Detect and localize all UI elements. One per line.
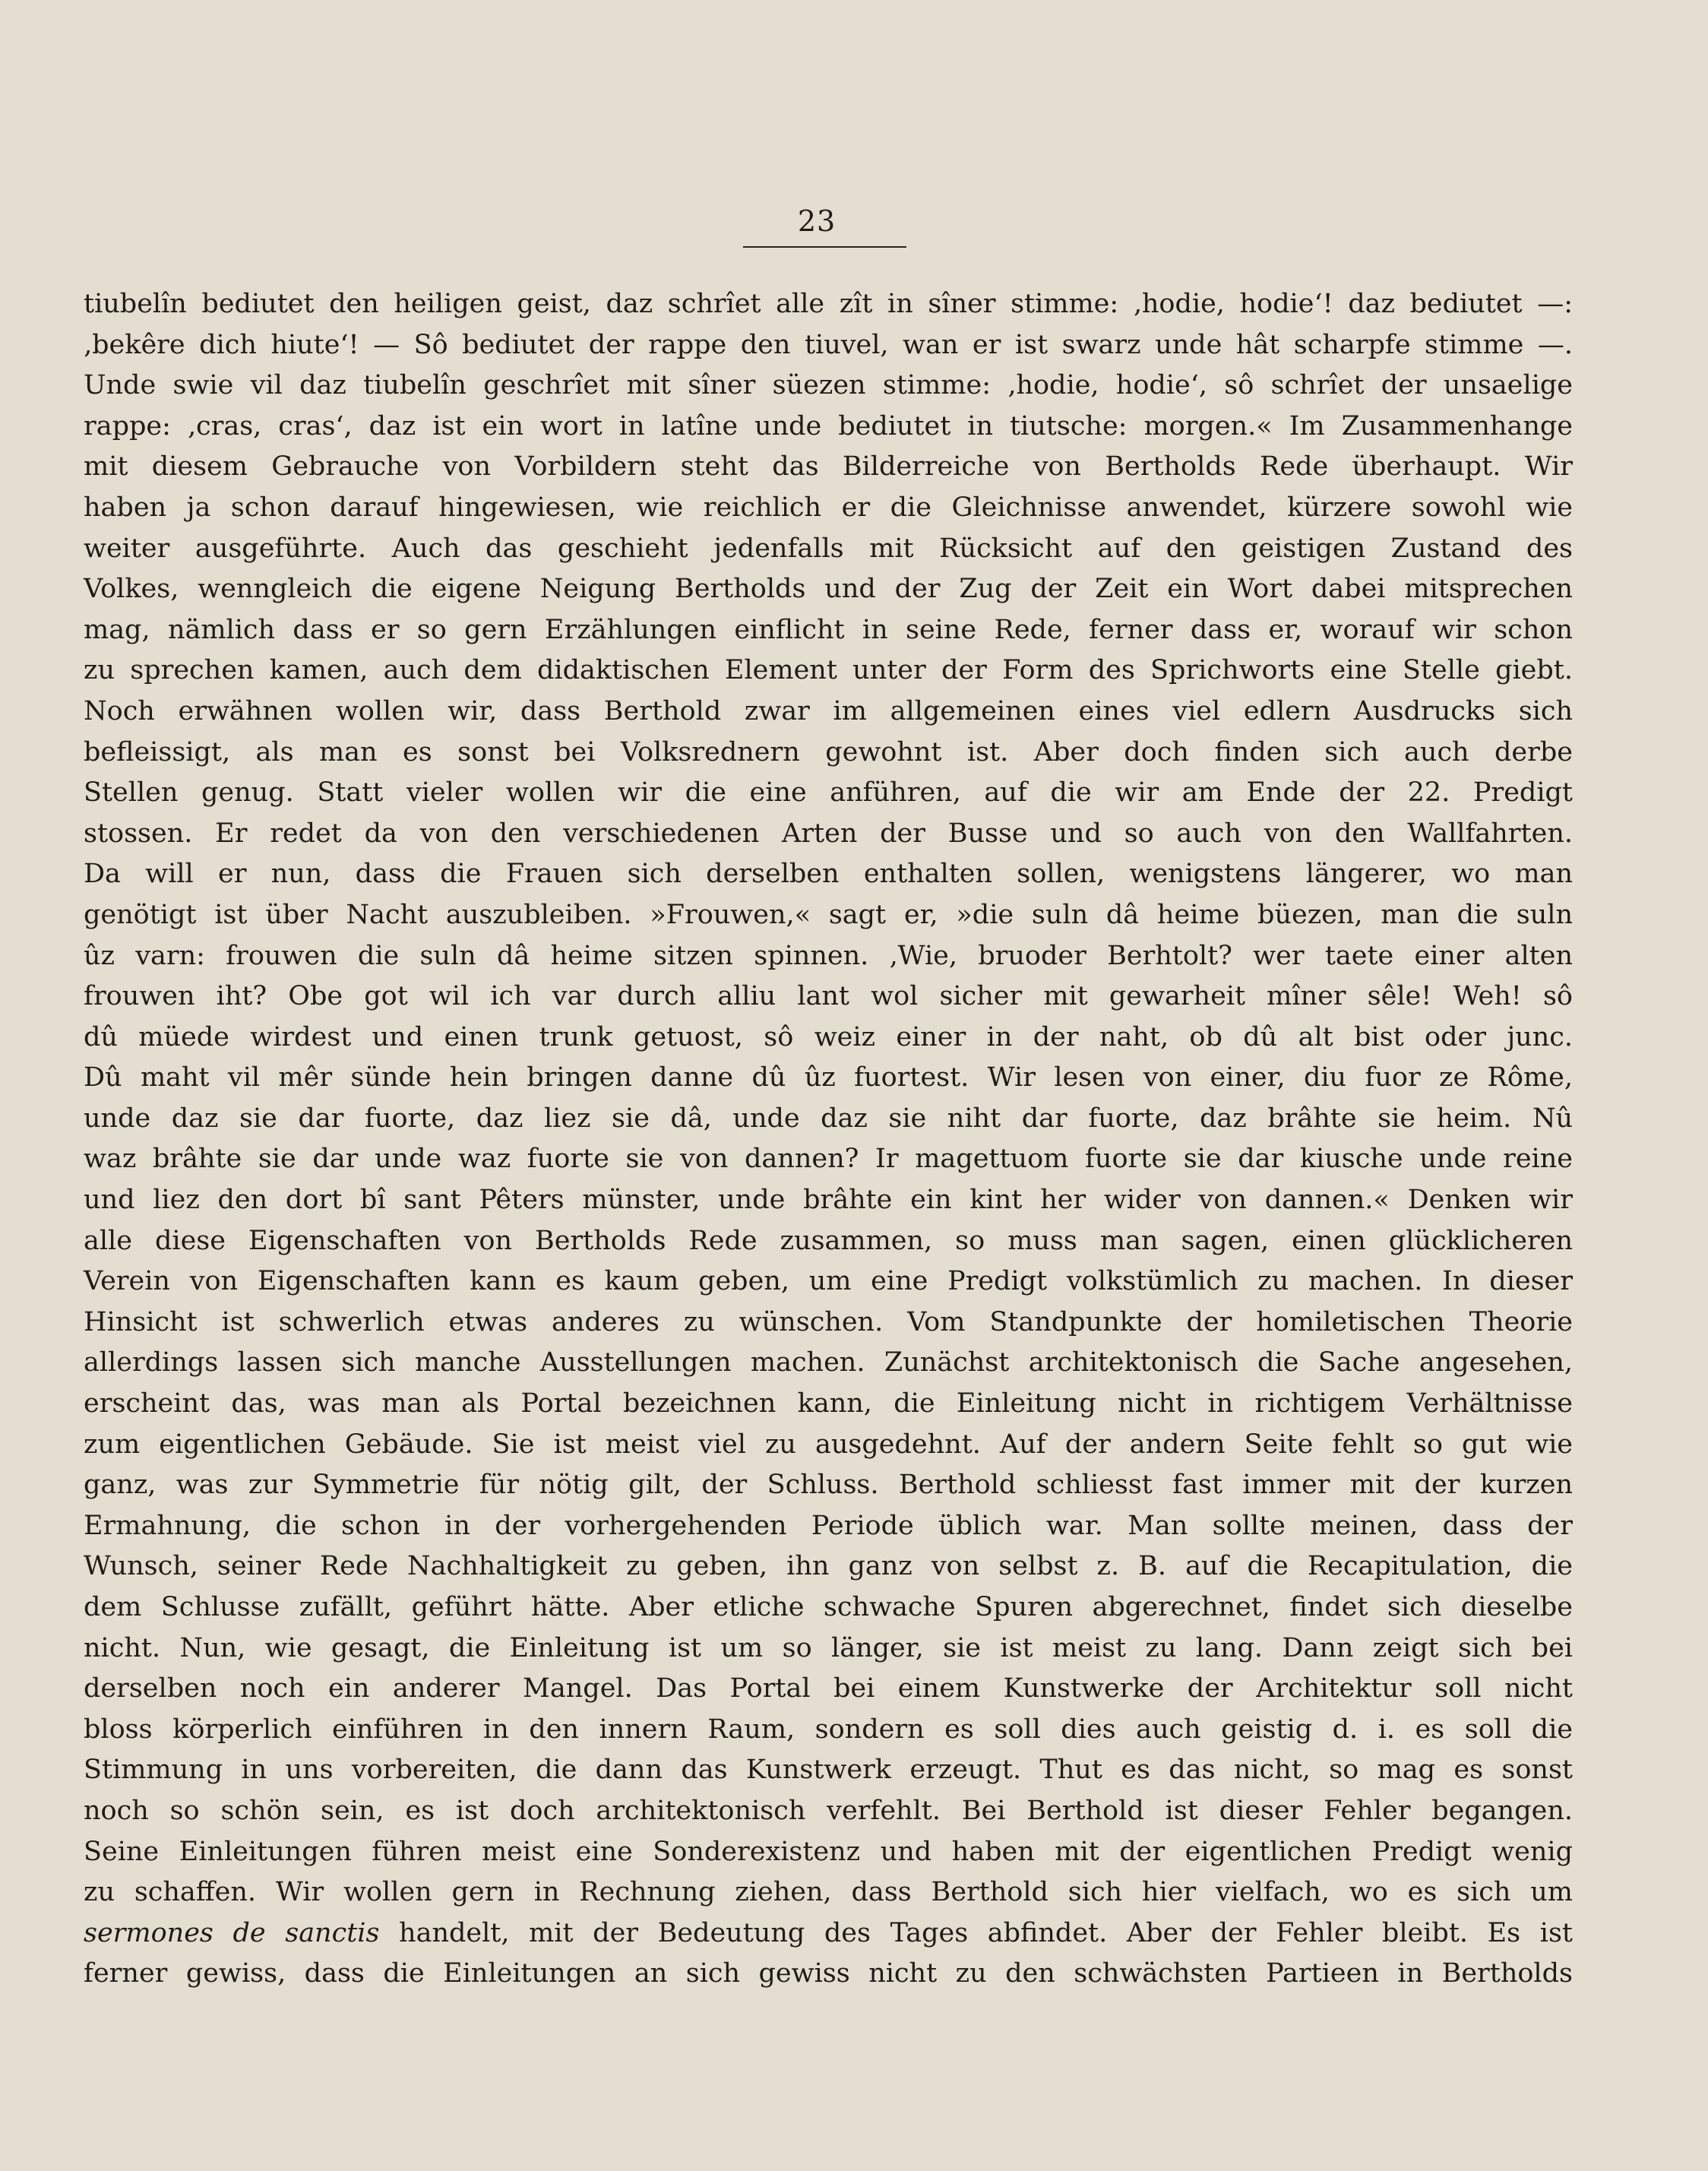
text-line: erscheint das, was man als Portal bezeichnen kann, die Einleitung nicht in richtigem Verhältnisse [84, 1388, 1573, 1419]
text-line: waz brâhte sie dar unde waz fuorte sie von dannen? Ir magettuom fuorte sie dar kiusche unde reine [84, 1144, 1573, 1175]
text-line: allerdings lassen sich manche Ausstellungen machen. Zunächst architektonisch die Sache angesehen, [84, 1347, 1573, 1378]
text-line: Wunsch, seiner Rede Nachhaltigkeit zu geben, ihn ganz von selbst z. B. auf die Recapitulation, die [84, 1551, 1573, 1582]
text-line: Stellen genug. Statt vieler wollen wir die eine anführen, auf die wir am Ende der 22. Predigt [84, 777, 1573, 809]
text-line: frouwen iht? Obe got wil ich var durch alliu lant wol sicher mit gewarheit mîner sêle! Weh! sô [84, 981, 1573, 1012]
text-line: zu schaffen. Wir wollen gern in Rechnung ziehen, dass Berthold sich hier vielfach, wo es sich um [84, 1877, 1573, 1908]
text-line: Da will er nun, dass die Frauen sich derselben enthalten sollen, wenigstens längerer, wo man [84, 859, 1573, 890]
text-line: alle diese Eigenschaften von Bertholds Rede zusammen, so muss man sagen, einen glücklicheren [84, 1225, 1573, 1256]
text-line: weiter ausgeführte. Auch das geschieht jedenfalls mit Rücksicht auf den geistigen Zustand des [84, 533, 1573, 564]
text-line: ganz, was zur Symmetrie für nötig gilt, der Schluss. Berthold schliesst fast immer mit der kurzen [84, 1470, 1573, 1501]
text-line: und liez den dort bî sant Pêters münster, unde brâhte ein kint her wider von dannen.« Denken wir [84, 1185, 1573, 1216]
text-line: Volkes, wenngleich die eigene Neigung Bertholds und der Zug der Zeit ein Wort dabei mitsprechen [84, 574, 1573, 605]
text-line: unde daz sie dar fuorte, daz liez sie dâ, unde daz sie niht dar fuorte, daz brâhte sie heim. Nû [84, 1103, 1573, 1134]
text-line: derselben noch ein anderer Mangel. Das Portal bei einem Kunstwerke der Architektur soll nicht [84, 1673, 1573, 1704]
text-span: handelt, mit der Bedeutung des Tages abfindet. Aber der Fehler bleibt. Es ist [379, 1917, 1573, 1948]
text-line: zum eigentlichen Gebäude. Sie ist meist viel zu ausgedehnt. Auf der andern Seite fehlt so gut wie [84, 1429, 1573, 1460]
text-line: rappe: ‚cras, cras‘, daz ist ein wort in latîne unde bediutet in tiutsche: morgen.« Im Zusammenhange [84, 410, 1573, 441]
latin-phrase: sermones de sanctis [84, 1917, 380, 1948]
text-line: Verein von Eigenschaften kann es kaum geben, um eine Predigt volkstümlich zu machen. In dieser [84, 1266, 1573, 1297]
text-line: mit diesem Gebrauche von Vorbildern steht das Bilderreiche von Bertholds Rede überhaupt. Wir [84, 451, 1573, 483]
text-line: haben ja schon darauf hingewiesen, wie reichlich er die Gleichnisse anwendet, kürzere sowohl wie [84, 492, 1573, 523]
text-line: Seine Einleitungen führen meist eine Sonderexistenz und haben mit der eigentlichen Predigt wenig [84, 1836, 1573, 1867]
page-number: 23 [797, 204, 837, 238]
text-line: tiubelîn bediutet den heiligen geist, daz schrîet alle zît in sîner stimme: ‚hodie, hodie‘! daz bediutet —: [84, 289, 1573, 319]
body-text [84, 284, 1573, 1995]
text-line: zu sprechen kamen, auch dem didaktischen Element unter der Form des Sprichworts eine Stelle giebt. [84, 655, 1573, 686]
text-line: Stimmung in uns vorbereiten, die dann das Kunstwerk erzeugt. Thut es das nicht, so mag es sonst [84, 1755, 1573, 1786]
text-line: genötigt ist über Nacht auszubleiben. »Frouwen,« sagt er, »die suln dâ heime büezen, man die suln [84, 899, 1573, 930]
text-line: ûz varn: frouwen die suln dâ heime sitzen spinnen. ‚Wie, bruoder Berhtolt? wer taete einer alten [84, 940, 1573, 971]
text-line: Dû maht vil mêr sünde hein bringen danne dû ûz fuortest. Wir lesen von einer, diu fuor ze Rôme, [84, 1062, 1573, 1093]
text-line: Hinsicht ist schwerlich etwas anderes zu wünschen. Vom Standpunkte der homiletischen Theorie [84, 1306, 1573, 1337]
text-line: dû müede wirdest und einen trunk getuost, sô weiz einer in der naht, ob dû alt bist oder junc. [84, 1021, 1573, 1052]
text-line: ferner gewiss, dass die Einleitungen an sich gewiss nicht zu den schwächsten Partieen in Bertholds [84, 1958, 1573, 1989]
header-rule [743, 246, 906, 248]
text-line: Unde swie vil daz tiubelîn geschrîet mit sîner süezen stimme: ‚hodie, hodie‘, sô schrîet der unsaelige [84, 370, 1573, 401]
text-line: stossen. Er redet da von den verschiedenen Arten der Busse und so auch von den Wallfahrten. [84, 818, 1573, 849]
text-line: ‚bekêre dich hiute‘! — Sô bediutet der rappe den tiuvel, wan er ist swarz unde hât scharpfe stimme —. [84, 329, 1573, 360]
text-line: Ermahnung, die schon in der vorhergehenden Periode üblich war. Man sollte meinen, dass der [84, 1510, 1573, 1541]
text-line: nicht. Nun, wie gesagt, die Einleitung ist um so länger, sie ist meist zu lang. Dann zeigt sich bei [84, 1632, 1573, 1663]
text-line: Noch erwähnen wollen wir, dass Berthold zwar im allgemeinen eines viel edlern Ausdrucks sich [84, 695, 1573, 726]
text-line: dem Schlusse zufällt, geführt hätte. Aber etliche schwache Spuren abgerechnet, findet sich dieselbe [84, 1592, 1573, 1622]
text-line: bloss körperlich einführen in den innern Raum, sondern es soll dies auch geistig d. i. es soll die [84, 1714, 1573, 1745]
text-line: befleissigt, als man es sonst bei Volksrednern gewohnt ist. Aber doch finden sich auch derbe [84, 736, 1573, 767]
text-line: noch so schön sein, es ist doch architektonisch verfehlt. Bei Berthold ist dieser Fehler begangen. [84, 1795, 1573, 1826]
text-line: mag, nämlich dass er so gern Erzählungen einflicht in seine Rede, ferner dass er, worauf wir schon [84, 614, 1573, 645]
text-line [84, 1913, 1573, 1954]
